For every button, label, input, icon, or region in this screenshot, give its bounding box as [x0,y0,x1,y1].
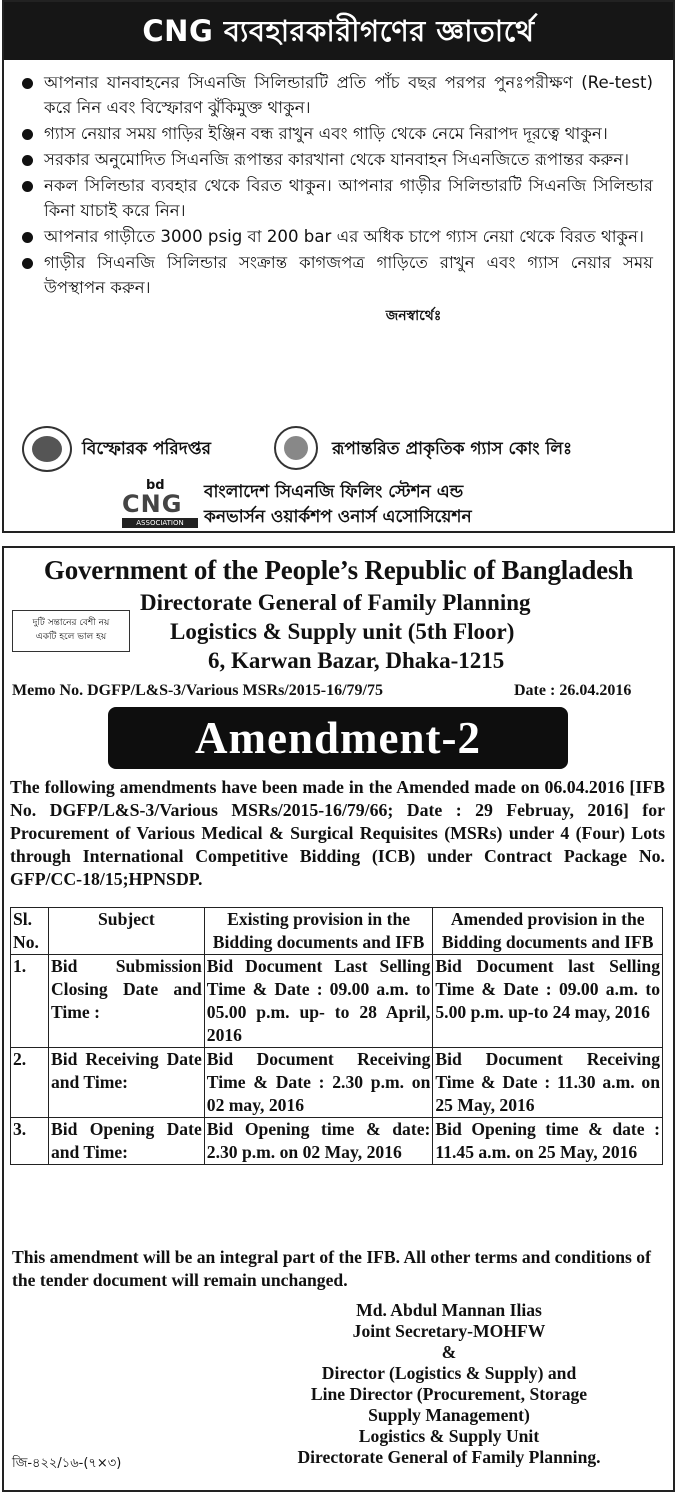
rpgcl-name: রূপান্তরিত প্রাকৃতিক গ্যাস কোং লিঃ [332,439,573,459]
signatory-line: Md. Abdul Mannan Ilias [356,1300,542,1320]
rpgcl-logo-icon [274,426,318,470]
cell-subject: Bid Receiving Date and Time: [48,1048,204,1118]
cng-bullet-list [4,60,673,300]
government-seal-icon [22,426,72,472]
cell-existing: Bid Document Last Selling Time & Date : 09.00 a.m. to 05.00 p.m. up- to 28 April, 2016 [204,955,433,1048]
signatory-line: Director (Logistics & Supply) and [321,1363,577,1383]
unit-name: Logistics & Supply unit (5th Floor) [170,619,515,644]
cng-association-logo: bd CNG ASSOCIATION [122,478,198,528]
cell-existing: Bid Document Receiving Time & Date : 2.30 p.m. on 02 may, 2016 [204,1048,433,1118]
amendment-table [10,907,663,1165]
table-header-row [11,908,663,955]
cell-existing: Bid Opening time & date: 2.30 p.m. on 02 May, 2016 [204,1118,433,1165]
header-existing: Existing provision in the Bidding documents and IFB [204,908,433,955]
cell-sl: 1. [11,955,49,1048]
table-row [11,1118,663,1165]
bullet-item: নকল সিলিন্ডার ব্যবহার থেকে বিরত থাকুন। আপনার গাড়ীর সিলিন্ডারটি সিএনজি সিলিন্ডার কিনা যাচাই করে নিন। [18,173,653,223]
explosives-dept-name: বিস্ফোরক পরিদপ্তর [82,439,212,459]
cell-sl: 3. [11,1118,49,1165]
government-heading: Government of the People’s Republic of Bangladesh [43,555,634,585]
bullet-icon [22,232,33,243]
bullet-item: আপনার যানবাহনের সিএনজি সিলিন্ডারটি প্রতি পাঁচ বছর পরপর পুনঃপরীক্ষণ (Re-test) করে নিন এবং বিস্ফোরণ ঝুঁকিমুক্ত থাকুন। [18,70,653,120]
public-interest-label: জনস্বার্থেঃ [385,308,442,324]
cell-subject: Bid Opening Date and Time: [48,1118,204,1165]
bullet-icon [22,78,33,89]
signatory-line: Line Director (Procurement, Storage [310,1384,588,1404]
cell-subject: Bid Submission Closing Date and Time : [48,955,204,1048]
address: 6, Karwan Bazar, Dhaka-1215 [208,648,505,673]
amendment-footer-note: This amendment will be an integral part of the IFB. All other terms and conditions of the tender document will remain unchanged. [12,1247,651,1290]
amendment-heading: Amendment-2 [108,707,568,769]
memo-date: Date : 26.04.2016 [514,682,632,699]
table-row [11,955,663,1048]
signatory-line: Logistics & Supply Unit [358,1426,540,1446]
signatory-line: & [441,1342,457,1362]
bullet-icon [22,258,33,269]
signatory-line: Supply Management) [368,1405,530,1425]
sponsor-row [18,426,663,472]
memo-number: Memo No. DGFP/L&S-3/Various MSRs/2015-16/79/75 [12,682,383,699]
cell-sl: 2. [11,1048,49,1118]
bullet-item: আপনার গাড়ীতে 3000 psig বা 200 bar এর অধিক চাপে গ্যাস নেয়া থেকে বিরত থাকুন। [18,224,653,249]
signatory-line: Directorate General of Family Planning. [297,1447,601,1467]
header-amended: Amended provision in the Bidding documents and IFB [433,908,663,955]
signatory-block [234,1300,664,1468]
table-row [11,1048,663,1118]
bullet-icon [22,181,33,192]
bullet-item: সরকার অনুমোদিত সিএনজি রূপান্তর কারখানা থেকে যানবাহন সিএনজিতে রূপান্তর করুন। [18,147,653,172]
cng-notice-ad [2,0,675,533]
bullet-icon [22,155,33,166]
header-subject: Subject [48,908,204,955]
publication-ref: জি-৪২২/১৬-(৭×৩) [12,1456,122,1471]
signatory-line: Joint Secretary-MOHFW [352,1321,546,1341]
cell-amended: Bid Document Receiving Time & Date : 11.30 a.m. on 25 May, 2016 [433,1048,663,1118]
cell-amended: Bid Opening time & date : 11.45 a.m. on 25 May, 2016 [433,1118,663,1165]
memo-line [12,682,632,700]
cng-notice-title: CNG ব্যবহারকারীগণের জ্ঞাতার্থে [4,2,673,60]
association-name: বাংলাদেশ সিএনজি ফিলিং স্টেশন এন্ড কনভার্সন ওয়ার্কশপ ওনার্স এসোসিয়েশন [204,482,472,527]
bullet-item: গ্যাস নেয়ার সময় গাড়ির ইঞ্জিন বন্ধ রাখুন এবং গাড়ি থেকে নেমে নিরাপদ দূরত্বে থাকুন। [18,121,653,146]
cell-amended: Bid Document last Selling Time & Date : 09.00 a.m. to 5.00 p.m. up-to 24 may, 2016 [433,955,663,1048]
directorate-name: Directorate General of Family Planning [140,590,531,615]
bullet-icon [22,129,33,140]
amendment-intro: The following amendments have been made in the Amended made on 06.04.2016 [IFB No. DGFP/L&S-3/Various MSRs/2015-16/79/66; Date : 29 Februay, 2016] for Procurement of Various Medical & Surgical Requisites (MSRs) under 4 (Four) Lots through International Competitive Bidding (ICB) under Contract Package No. GFP/CC-18/15;HPNSDP. [10,777,665,889]
header-sl: Sl. No. [11,908,49,955]
family-planning-slogan-box: দুটি সন্তানের বেশী নয় একটি হলে ভাল হয় [12,610,130,652]
bullet-item: গাড়ীর সিএনজি সিলিন্ডার সংক্রান্ত কাগজপত্র গাড়িতে রাখুন এবং গ্যাস নেয়ার সময় উপস্থাপন করুন। [18,250,653,300]
tender-amendment-ad [2,546,675,1492]
